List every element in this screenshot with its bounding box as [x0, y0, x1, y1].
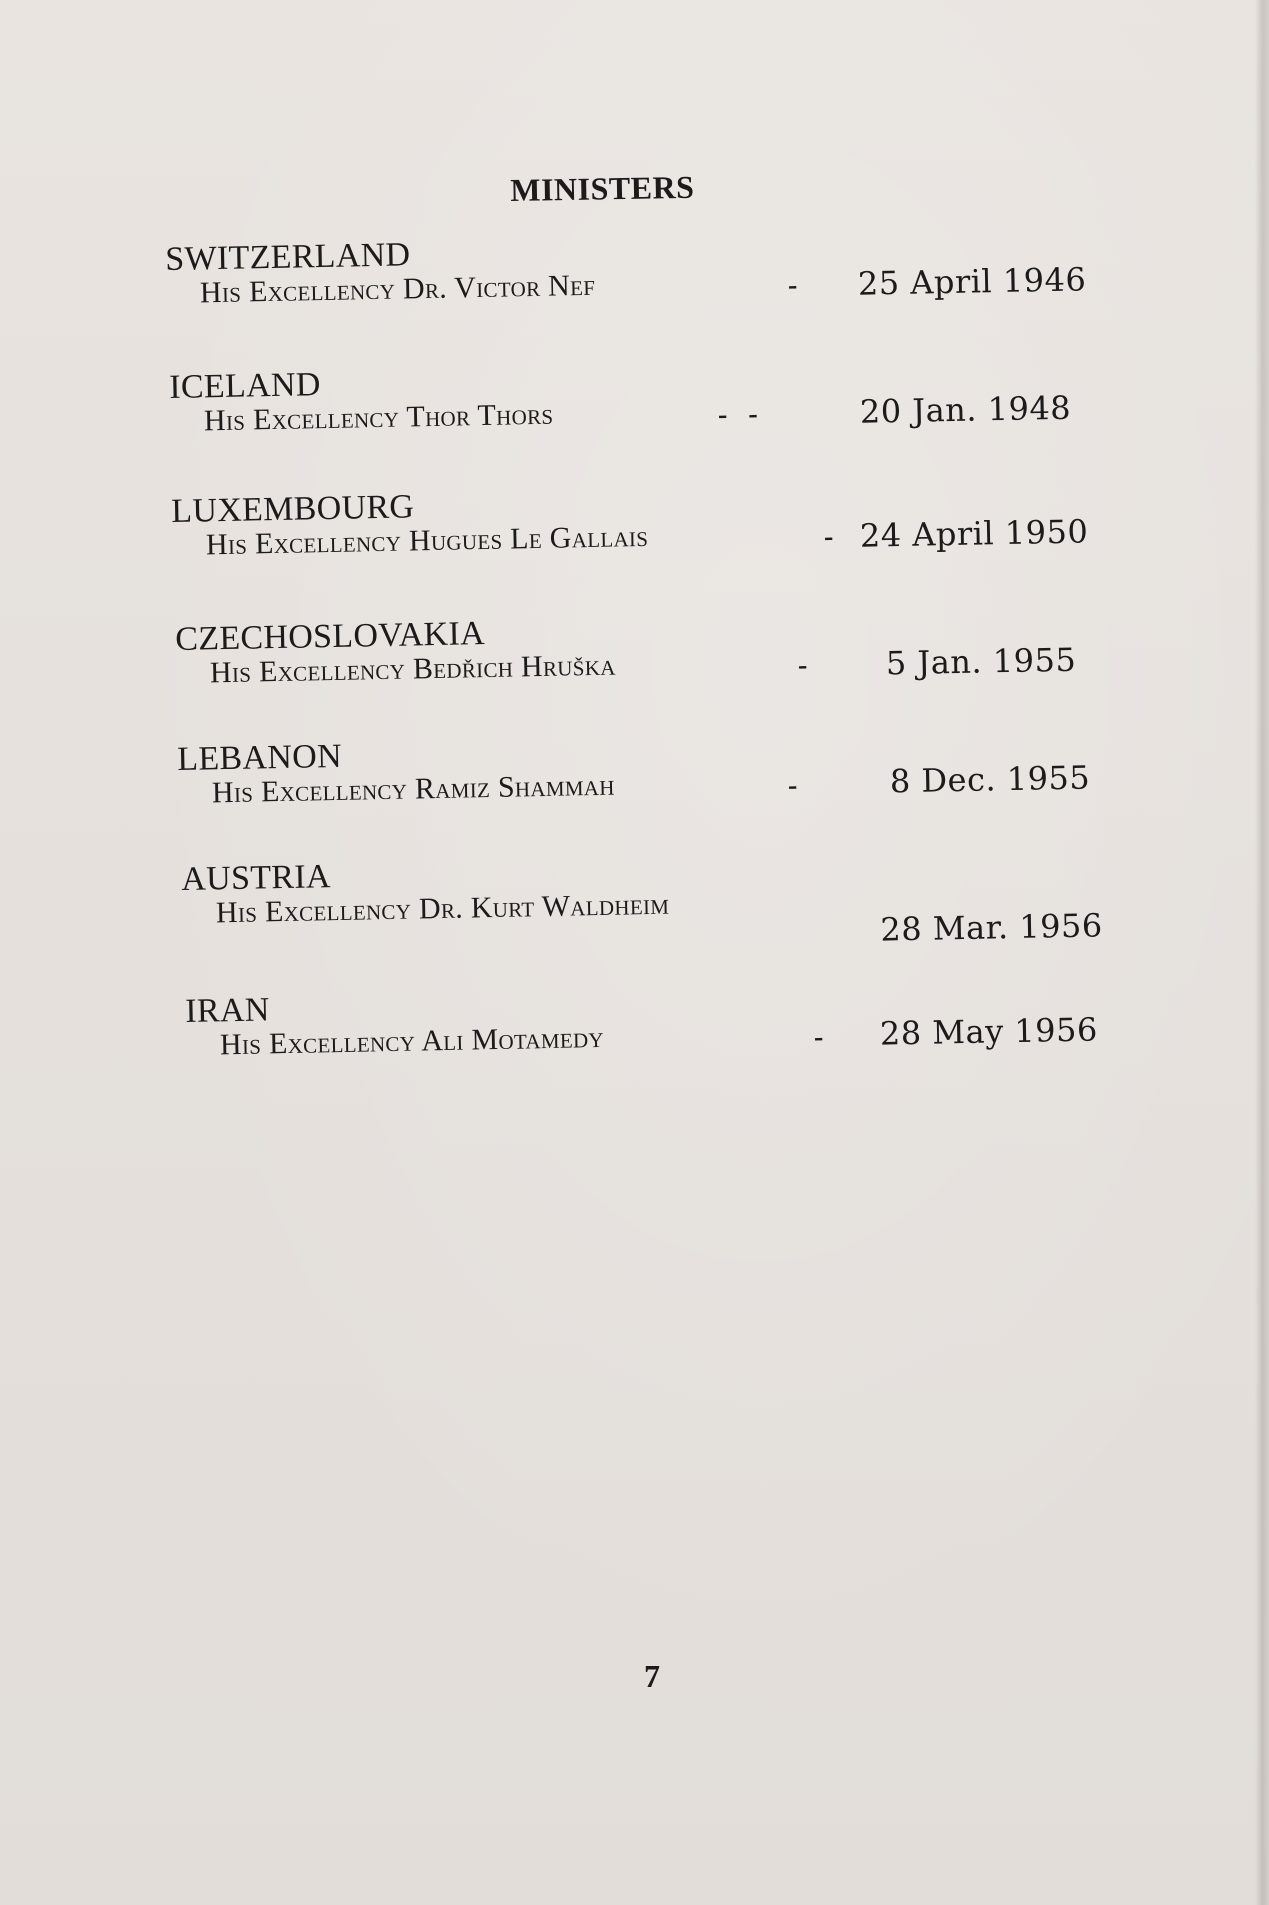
- appointment-date: 25 April 1946: [857, 260, 1087, 303]
- country-name: ICELAND: [168, 366, 321, 406]
- leader-dash: - -: [717, 398, 758, 431]
- leader-dash: -: [797, 649, 808, 682]
- page-number: 7: [644, 1658, 660, 1694]
- entry-iran: [185, 976, 1106, 1062]
- entry-czechoslovakia: [175, 604, 1096, 690]
- country-name: SWITZERLAND: [164, 236, 411, 278]
- leader-dash: -: [787, 770, 798, 802]
- entry-iceland: [169, 352, 1090, 438]
- appointment-date: 20 Jan. 1948: [859, 388, 1072, 431]
- envoy-name: His Excellency Dr. Victor Nef: [199, 268, 596, 310]
- envoy-name: His Excellency Dr. Kurt Waldheim: [215, 887, 670, 930]
- entry-austria: [180, 844, 1104, 949]
- appointment-date: 5 Jan. 1955: [885, 640, 1077, 683]
- envoy-name: His Excellency Hugues Le Gallais: [205, 519, 649, 562]
- appointment-date: 24 April 1950: [859, 512, 1089, 555]
- leader-dash: -: [787, 269, 798, 302]
- section-title: MINISTERS: [510, 168, 695, 208]
- appointment-date: 28 Mar. 1956: [880, 906, 1104, 949]
- leader-dash: -: [813, 1021, 824, 1053]
- entry-luxembourg: [171, 476, 1092, 562]
- envoy-name: His Excellency Ali Motamedy: [219, 1020, 605, 1062]
- entry-switzerland: [165, 224, 1086, 310]
- envoy-name: His Excellency Thor Thors: [203, 397, 554, 438]
- appointment-date: 28 May 1956: [879, 1010, 1099, 1053]
- page-edge-shadow: [1255, 0, 1269, 1905]
- country-name: LEBANON: [176, 737, 343, 778]
- envoy-name: His Excellency Bedřich Hruška: [209, 648, 616, 690]
- country-name: IRAN: [184, 991, 270, 1030]
- country-name: LUXEMBOURG: [170, 488, 415, 530]
- country-name: CZECHOSLOVAKIA: [174, 615, 486, 658]
- leader-dash: -: [823, 521, 834, 553]
- entry-lebanon: [177, 724, 1098, 810]
- country-name: AUSTRIA: [180, 858, 332, 898]
- envoy-name: His Excellency Ramiz Shammah: [211, 768, 615, 810]
- appointment-date: 8 Dec. 1955: [889, 758, 1091, 801]
